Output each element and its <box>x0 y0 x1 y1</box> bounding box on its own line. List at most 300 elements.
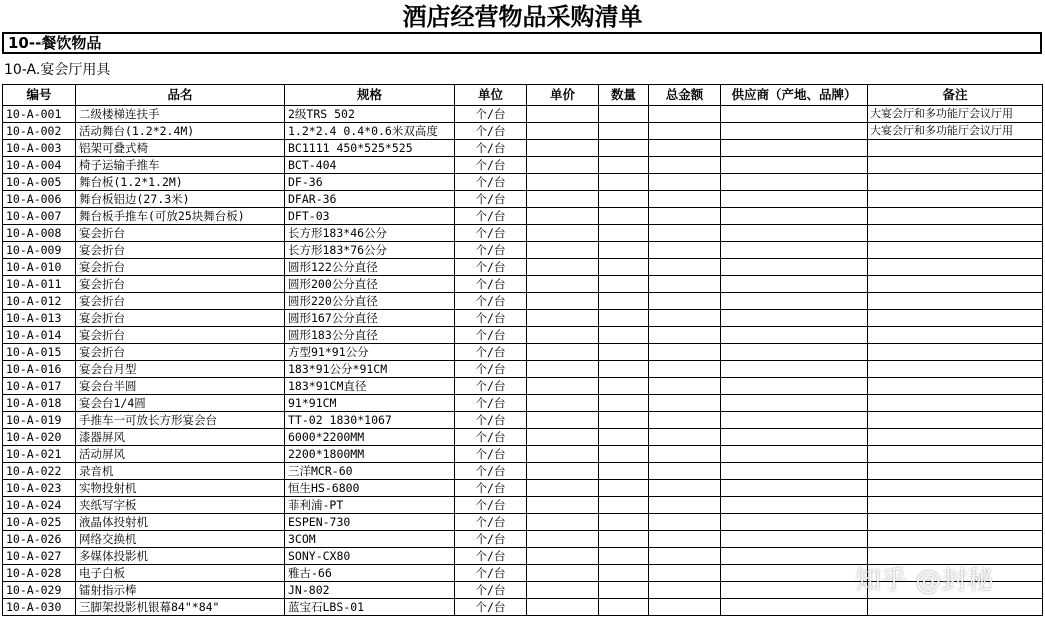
cell-spec[interactable]: 圆形167公分直径 <box>285 310 455 327</box>
cell-code[interactable]: 10-A-025 <box>3 514 76 531</box>
cell-supplier[interactable] <box>721 242 868 259</box>
cell-unit[interactable]: 个/台 <box>455 191 527 208</box>
cell-spec[interactable]: 圆形220公分直径 <box>285 293 455 310</box>
cell-total[interactable] <box>649 242 721 259</box>
cell-note[interactable] <box>868 327 1043 344</box>
header-name[interactable]: 品名 <box>76 85 285 106</box>
cell-note[interactable] <box>868 514 1043 531</box>
cell-name[interactable]: 宴会折台 <box>76 242 285 259</box>
cell-qty[interactable] <box>599 463 649 480</box>
cell-unit[interactable]: 个/台 <box>455 565 527 582</box>
cell-spec[interactable]: 2200*1800MM <box>285 446 455 463</box>
cell-name[interactable]: 宴会台半圆 <box>76 378 285 395</box>
purchase-table <box>2 84 1043 616</box>
header-price[interactable]: 单价 <box>527 85 599 106</box>
cell-unit[interactable]: 个/台 <box>455 548 527 565</box>
cell-price[interactable] <box>527 225 599 242</box>
cell-price[interactable] <box>527 599 599 616</box>
cell-qty[interactable] <box>599 191 649 208</box>
cell-code[interactable]: 10-A-012 <box>3 293 76 310</box>
cell-qty[interactable] <box>599 259 649 276</box>
cell-unit[interactable]: 个/台 <box>455 429 527 446</box>
cell-spec[interactable]: 圆形122公分直径 <box>285 259 455 276</box>
cell-supplier[interactable] <box>721 548 868 565</box>
cell-total[interactable] <box>649 344 721 361</box>
cell-name[interactable]: 多媒体投影机 <box>76 548 285 565</box>
cell-price[interactable] <box>527 395 599 412</box>
cell-unit[interactable]: 个/台 <box>455 480 527 497</box>
cell-supplier[interactable] <box>721 140 868 157</box>
cell-total[interactable] <box>649 548 721 565</box>
cell-total[interactable] <box>649 395 721 412</box>
cell-total[interactable] <box>649 293 721 310</box>
table-row <box>3 599 1043 616</box>
cell-supplier[interactable] <box>721 293 868 310</box>
cell-qty[interactable] <box>599 480 649 497</box>
cell-supplier[interactable] <box>721 123 868 140</box>
table-row <box>3 106 1043 123</box>
cell-qty[interactable] <box>599 361 649 378</box>
header-total[interactable]: 总金额 <box>649 85 721 106</box>
cell-supplier[interactable] <box>721 514 868 531</box>
cell-spec[interactable]: 雅古-66 <box>285 565 455 582</box>
cell-total[interactable] <box>649 514 721 531</box>
cell-spec[interactable]: 圆形183公分直径 <box>285 327 455 344</box>
subsection-label[interactable]: 10-A.宴会厅用具 <box>4 62 111 78</box>
cell-unit[interactable]: 个/台 <box>455 225 527 242</box>
cell-code[interactable]: 10-A-018 <box>3 395 76 412</box>
cell-qty[interactable] <box>599 599 649 616</box>
cell-qty[interactable] <box>599 497 649 514</box>
cell-name[interactable]: 活动舞台(1.2*2.4M) <box>76 123 285 140</box>
cell-unit[interactable]: 个/台 <box>455 344 527 361</box>
cell-unit[interactable]: 个/台 <box>455 361 527 378</box>
cell-qty[interactable] <box>599 429 649 446</box>
cell-name[interactable]: 宴会折台 <box>76 276 285 293</box>
cell-note[interactable] <box>868 429 1043 446</box>
cell-supplier[interactable] <box>721 361 868 378</box>
cell-price[interactable] <box>527 548 599 565</box>
cell-code[interactable]: 10-A-020 <box>3 429 76 446</box>
cell-total[interactable] <box>649 480 721 497</box>
cell-total[interactable] <box>649 123 721 140</box>
cell-supplier[interactable] <box>721 225 868 242</box>
cell-qty[interactable] <box>599 412 649 429</box>
cell-supplier[interactable] <box>721 463 868 480</box>
cell-qty[interactable] <box>599 140 649 157</box>
cell-name[interactable]: 实物投射机 <box>76 480 285 497</box>
cell-qty[interactable] <box>599 174 649 191</box>
cell-price[interactable] <box>527 582 599 599</box>
cell-total[interactable] <box>649 361 721 378</box>
cell-spec[interactable]: 6000*2200MM <box>285 429 455 446</box>
cell-code[interactable]: 10-A-014 <box>3 327 76 344</box>
cell-name[interactable]: 宴会折台 <box>76 327 285 344</box>
cell-name[interactable]: 三脚架投影机银幕84"*84" <box>76 599 285 616</box>
cell-note[interactable] <box>868 174 1043 191</box>
cell-unit[interactable]: 个/台 <box>455 582 527 599</box>
cell-note[interactable] <box>868 293 1043 310</box>
cell-price[interactable] <box>527 157 599 174</box>
cell-price[interactable] <box>527 242 599 259</box>
cell-price[interactable] <box>527 412 599 429</box>
cell-code[interactable]: 10-A-029 <box>3 582 76 599</box>
cell-code[interactable]: 10-A-015 <box>3 344 76 361</box>
cell-unit[interactable]: 个/台 <box>455 395 527 412</box>
cell-unit[interactable]: 个/台 <box>455 276 527 293</box>
cell-unit[interactable]: 个/台 <box>455 123 527 140</box>
cell-spec[interactable]: 蓝宝石LBS-01 <box>285 599 455 616</box>
cell-unit[interactable]: 个/台 <box>455 106 527 123</box>
cell-total[interactable] <box>649 225 721 242</box>
cell-name[interactable]: 椅子运输手推车 <box>76 157 285 174</box>
cell-total[interactable] <box>649 429 721 446</box>
cell-spec[interactable]: 2级TRS 502 <box>285 106 455 123</box>
cell-price[interactable] <box>527 361 599 378</box>
cell-note[interactable] <box>868 225 1043 242</box>
cell-qty[interactable] <box>599 293 649 310</box>
cell-name[interactable]: 电子白板 <box>76 565 285 582</box>
cell-code[interactable]: 10-A-003 <box>3 140 76 157</box>
cell-code[interactable]: 10-A-026 <box>3 531 76 548</box>
cell-supplier[interactable] <box>721 582 868 599</box>
header-unit[interactable]: 单位 <box>455 85 527 106</box>
cell-note[interactable] <box>868 531 1043 548</box>
cell-spec[interactable]: 方型91*91公分 <box>285 344 455 361</box>
cell-note[interactable] <box>868 378 1043 395</box>
cell-qty[interactable] <box>599 548 649 565</box>
cell-note[interactable] <box>868 412 1043 429</box>
cell-code[interactable]: 10-A-027 <box>3 548 76 565</box>
cell-note[interactable] <box>868 395 1043 412</box>
cell-code[interactable]: 10-A-004 <box>3 157 76 174</box>
cell-note[interactable] <box>868 480 1043 497</box>
cell-total[interactable] <box>649 582 721 599</box>
cell-price[interactable] <box>527 463 599 480</box>
cell-spec[interactable]: BC1111 450*525*525 <box>285 140 455 157</box>
table-row <box>3 174 1043 191</box>
cell-note[interactable] <box>868 497 1043 514</box>
cell-supplier[interactable] <box>721 310 868 327</box>
cell-unit[interactable]: 个/台 <box>455 599 527 616</box>
cell-price[interactable] <box>527 191 599 208</box>
cell-code[interactable]: 10-A-016 <box>3 361 76 378</box>
table-row <box>3 344 1043 361</box>
cell-name[interactable]: 宴会台月型 <box>76 361 285 378</box>
cell-name[interactable]: 宴会折台 <box>76 259 285 276</box>
cell-code[interactable]: 10-A-001 <box>3 106 76 123</box>
cell-price[interactable] <box>527 276 599 293</box>
cell-spec[interactable]: 圆形200公分直径 <box>285 276 455 293</box>
cell-supplier[interactable] <box>721 599 868 616</box>
cell-code[interactable]: 10-A-007 <box>3 208 76 225</box>
cell-price[interactable] <box>527 446 599 463</box>
cell-qty[interactable] <box>599 123 649 140</box>
cell-name[interactable]: 二级楼梯连扶手 <box>76 106 285 123</box>
cell-code[interactable]: 10-A-005 <box>3 174 76 191</box>
cell-price[interactable] <box>527 174 599 191</box>
cell-total[interactable] <box>649 463 721 480</box>
cell-code[interactable]: 10-A-019 <box>3 412 76 429</box>
cell-name[interactable]: 宴会折台 <box>76 293 285 310</box>
cell-note[interactable] <box>868 259 1043 276</box>
cell-total[interactable] <box>649 157 721 174</box>
cell-total[interactable] <box>649 259 721 276</box>
table-row <box>3 446 1043 463</box>
cell-price[interactable] <box>527 106 599 123</box>
cell-supplier[interactable] <box>721 191 868 208</box>
cell-price[interactable] <box>527 293 599 310</box>
cell-price[interactable] <box>527 208 599 225</box>
cell-qty[interactable] <box>599 157 649 174</box>
cell-supplier[interactable] <box>721 565 868 582</box>
cell-spec[interactable]: DFAR-36 <box>285 191 455 208</box>
cell-code[interactable]: 10-A-017 <box>3 378 76 395</box>
cell-price[interactable] <box>527 140 599 157</box>
cell-name[interactable]: 宴会折台 <box>76 344 285 361</box>
cell-total[interactable] <box>649 276 721 293</box>
cell-qty[interactable] <box>599 531 649 548</box>
cell-unit[interactable]: 个/台 <box>455 293 527 310</box>
cell-qty[interactable] <box>599 208 649 225</box>
cell-total[interactable] <box>649 446 721 463</box>
cell-total[interactable] <box>649 140 721 157</box>
cell-note[interactable] <box>868 361 1043 378</box>
cell-note[interactable] <box>868 276 1043 293</box>
cell-unit[interactable]: 个/台 <box>455 463 527 480</box>
cell-spec[interactable]: 183*91CM直径 <box>285 378 455 395</box>
cell-supplier[interactable] <box>721 395 868 412</box>
cell-name[interactable]: 宴会折台 <box>76 225 285 242</box>
cell-qty[interactable] <box>599 582 649 599</box>
cell-unit[interactable]: 个/台 <box>455 174 527 191</box>
cell-name[interactable]: 舞台板手推车(可放25块舞台板) <box>76 208 285 225</box>
cell-qty[interactable] <box>599 378 649 395</box>
cell-code[interactable]: 10-A-013 <box>3 310 76 327</box>
cell-supplier[interactable] <box>721 378 868 395</box>
cell-qty[interactable] <box>599 565 649 582</box>
cell-supplier[interactable] <box>721 344 868 361</box>
cell-supplier[interactable] <box>721 327 868 344</box>
cell-name[interactable]: 液晶体投射机 <box>76 514 285 531</box>
cell-supplier[interactable] <box>721 157 868 174</box>
table-row <box>3 463 1043 480</box>
cell-total[interactable] <box>649 106 721 123</box>
cell-qty[interactable] <box>599 106 649 123</box>
cell-code[interactable]: 10-A-008 <box>3 225 76 242</box>
cell-spec[interactable]: 长方形183*46公分 <box>285 225 455 242</box>
cell-price[interactable] <box>527 497 599 514</box>
cell-total[interactable] <box>649 497 721 514</box>
cell-name[interactable]: 镭射指示棒 <box>76 582 285 599</box>
cell-note[interactable] <box>868 599 1043 616</box>
cell-name[interactable]: 舞台板铝边(27.3米) <box>76 191 285 208</box>
cell-spec[interactable]: 3COM <box>285 531 455 548</box>
cell-name[interactable]: 手推车一可放长方形宴会台 <box>76 412 285 429</box>
cell-note[interactable] <box>868 140 1043 157</box>
cell-spec[interactable]: 长方形183*76公分 <box>285 242 455 259</box>
cell-price[interactable] <box>527 565 599 582</box>
cell-name[interactable]: 活动屏风 <box>76 446 285 463</box>
table-row <box>3 208 1043 225</box>
cell-spec[interactable]: 183*91公分*91CM <box>285 361 455 378</box>
cell-code[interactable]: 10-A-011 <box>3 276 76 293</box>
cell-note[interactable] <box>868 310 1043 327</box>
cell-price[interactable] <box>527 310 599 327</box>
cell-spec[interactable]: SONY-CX80 <box>285 548 455 565</box>
cell-note[interactable]: 大宴会厅和多功能厅会议厅用 <box>868 123 1043 140</box>
cell-spec[interactable]: JN-802 <box>285 582 455 599</box>
cell-name[interactable]: 夹纸写字板 <box>76 497 285 514</box>
cell-supplier[interactable] <box>721 208 868 225</box>
cell-unit[interactable]: 个/台 <box>455 327 527 344</box>
cell-note[interactable] <box>868 191 1043 208</box>
cell-qty[interactable] <box>599 242 649 259</box>
header-code[interactable]: 编号 <box>3 85 76 106</box>
table-row <box>3 259 1043 276</box>
cell-name[interactable]: 录音机 <box>76 463 285 480</box>
section-header[interactable]: 10--餐饮物品 <box>2 32 1042 54</box>
cell-total[interactable] <box>649 327 721 344</box>
header-supplier[interactable]: 供应商（产地、品牌） <box>721 85 868 106</box>
header-qty[interactable]: 数量 <box>599 85 649 106</box>
cell-code[interactable]: 10-A-002 <box>3 123 76 140</box>
cell-price[interactable] <box>527 378 599 395</box>
cell-qty[interactable] <box>599 514 649 531</box>
cell-spec[interactable]: TT-02 1830*1067 <box>285 412 455 429</box>
cell-price[interactable] <box>527 480 599 497</box>
cell-price[interactable] <box>527 259 599 276</box>
cell-code[interactable]: 10-A-009 <box>3 242 76 259</box>
table-row <box>3 497 1043 514</box>
cell-spec[interactable]: 91*91CM <box>285 395 455 412</box>
cell-note[interactable] <box>868 446 1043 463</box>
cell-qty[interactable] <box>599 310 649 327</box>
cell-spec[interactable]: DF-36 <box>285 174 455 191</box>
cell-spec[interactable]: DFT-03 <box>285 208 455 225</box>
cell-code[interactable]: 10-A-024 <box>3 497 76 514</box>
cell-price[interactable] <box>527 531 599 548</box>
cell-supplier[interactable] <box>721 531 868 548</box>
cell-total[interactable] <box>649 191 721 208</box>
header-spec[interactable]: 规格 <box>285 85 455 106</box>
cell-name[interactable]: 舞台板(1.2*1.2M) <box>76 174 285 191</box>
cell-spec[interactable]: BCT-404 <box>285 157 455 174</box>
cell-supplier[interactable] <box>721 259 868 276</box>
cell-supplier[interactable] <box>721 412 868 429</box>
cell-total[interactable] <box>649 310 721 327</box>
cell-code[interactable]: 10-A-006 <box>3 191 76 208</box>
cell-supplier[interactable] <box>721 480 868 497</box>
cell-name[interactable]: 宴会折台 <box>76 310 285 327</box>
table-row <box>3 378 1043 395</box>
cell-unit[interactable]: 个/台 <box>455 157 527 174</box>
cell-total[interactable] <box>649 599 721 616</box>
cell-unit[interactable]: 个/台 <box>455 208 527 225</box>
cell-price[interactable] <box>527 344 599 361</box>
cell-spec[interactable]: 1.2*2.4 0.4*0.6米双高度 <box>285 123 455 140</box>
cell-price[interactable] <box>527 123 599 140</box>
cell-note[interactable] <box>868 157 1043 174</box>
cell-supplier[interactable] <box>721 174 868 191</box>
cell-supplier[interactable] <box>721 497 868 514</box>
cell-note[interactable] <box>868 242 1043 259</box>
cell-unit[interactable]: 个/台 <box>455 140 527 157</box>
cell-total[interactable] <box>649 208 721 225</box>
cell-supplier[interactable] <box>721 106 868 123</box>
table-row <box>3 429 1043 446</box>
cell-price[interactable] <box>527 514 599 531</box>
cell-code[interactable]: 10-A-021 <box>3 446 76 463</box>
cell-qty[interactable] <box>599 225 649 242</box>
cell-note[interactable]: 大宴会厅和多功能厅会议厅用 <box>868 106 1043 123</box>
cell-name[interactable]: 铝架可叠式椅 <box>76 140 285 157</box>
table-row <box>3 157 1043 174</box>
cell-unit[interactable]: 个/台 <box>455 531 527 548</box>
table-row <box>3 140 1043 157</box>
cell-total[interactable] <box>649 378 721 395</box>
cell-supplier[interactable] <box>721 446 868 463</box>
cell-total[interactable] <box>649 174 721 191</box>
cell-name[interactable]: 宴会台1/4圆 <box>76 395 285 412</box>
cell-spec[interactable]: 菲利浦-PT <box>285 497 455 514</box>
cell-total[interactable] <box>649 565 721 582</box>
cell-total[interactable] <box>649 412 721 429</box>
cell-qty[interactable] <box>599 276 649 293</box>
cell-qty[interactable] <box>599 446 649 463</box>
cell-name[interactable]: 网络交换机 <box>76 531 285 548</box>
cell-supplier[interactable] <box>721 276 868 293</box>
cell-note[interactable] <box>868 208 1043 225</box>
cell-unit[interactable]: 个/台 <box>455 412 527 429</box>
cell-code[interactable]: 10-A-028 <box>3 565 76 582</box>
watermark: 知乎 @封秘 <box>855 566 994 596</box>
cell-unit[interactable]: 个/台 <box>455 514 527 531</box>
cell-qty[interactable] <box>599 395 649 412</box>
table-row <box>3 327 1043 344</box>
cell-unit[interactable]: 个/台 <box>455 378 527 395</box>
cell-unit[interactable]: 个/台 <box>455 497 527 514</box>
cell-price[interactable] <box>527 327 599 344</box>
cell-note[interactable] <box>868 344 1043 361</box>
cell-supplier[interactable] <box>721 429 868 446</box>
sheet-title: 酒店经营物品采购清单 <box>402 2 643 31</box>
cell-code[interactable]: 10-A-023 <box>3 480 76 497</box>
cell-code[interactable]: 10-A-030 <box>3 599 76 616</box>
table-row <box>3 242 1043 259</box>
cell-code[interactable]: 10-A-010 <box>3 259 76 276</box>
cell-qty[interactable] <box>599 344 649 361</box>
cell-total[interactable] <box>649 531 721 548</box>
cell-note[interactable] <box>868 463 1043 480</box>
cell-spec[interactable]: ESPEN-730 <box>285 514 455 531</box>
cell-spec[interactable]: 三洋MCR-60 <box>285 463 455 480</box>
header-note[interactable]: 备注 <box>868 85 1043 106</box>
table-row <box>3 395 1043 412</box>
cell-unit[interactable]: 个/台 <box>455 446 527 463</box>
cell-name[interactable]: 漆器屏风 <box>76 429 285 446</box>
cell-code[interactable]: 10-A-022 <box>3 463 76 480</box>
cell-qty[interactable] <box>599 327 649 344</box>
cell-spec[interactable]: 恒生HS-6800 <box>285 480 455 497</box>
cell-unit[interactable]: 个/台 <box>455 242 527 259</box>
table-row <box>3 123 1043 140</box>
table-row <box>3 531 1043 548</box>
table-row <box>3 191 1043 208</box>
cell-unit[interactable]: 个/台 <box>455 259 527 276</box>
cell-price[interactable] <box>527 429 599 446</box>
cell-unit[interactable]: 个/台 <box>455 310 527 327</box>
